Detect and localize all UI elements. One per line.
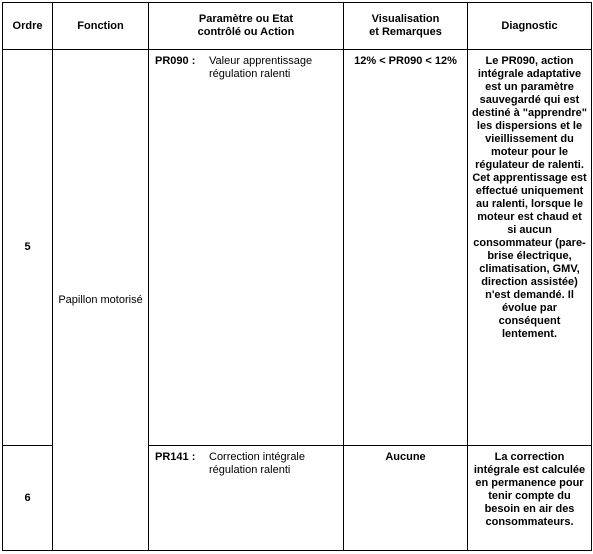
ordre-cell: 6: [3, 446, 53, 551]
visualisation-cell: Aucune: [344, 446, 468, 551]
parametre-code: PR090 :: [155, 55, 196, 67]
header-diagnostic: Diagnostic: [468, 3, 592, 50]
header-fonction: Fonction: [53, 3, 149, 50]
table-row: [3, 50, 592, 446]
diagnostic-cell: Le PR090, action intégrale adaptative est un paramètre sauvegardé qui est destiné à "apprendre" les dispersions et le vieillissement du moteur pour le régulateur de ralenti. Cet apprentissage est effectué uniquement au ralenti, lorsque le moteur est chaud et si aucun consommateur (pare-brise électrique, climatisation, GMV, direction assistée) n'est demandé. Il évolue par conséquent lentement.: [468, 50, 592, 446]
header-parametre-line1: Paramètre ou Etat: [198, 13, 294, 25]
header-visualisation: [344, 3, 468, 50]
header-ordre: Ordre: [3, 3, 53, 50]
visualisation-cell: 12% < PR090 < 12%: [344, 50, 468, 446]
diagnostic-cell: La correction intégrale est calculée en permanence pour tenir compte du besoin en air des consommateurs.: [468, 446, 592, 551]
ordre-cell: 5: [3, 50, 53, 446]
header-parametre-line2: contrôlé ou Action: [197, 26, 295, 38]
header-row: [3, 3, 592, 50]
parametre-description: Valeur apprentissage régulation ralenti: [209, 55, 313, 80]
fonction-cell: Papillon motorisé: [53, 50, 149, 551]
diagnostic-table: [2, 2, 592, 551]
parametre-cell: [149, 446, 344, 551]
parametre-description: Correction intégrale régulation ralenti: [209, 451, 305, 476]
parametre-code: PR141 :: [155, 451, 196, 463]
header-parametre: [149, 3, 344, 50]
header-visualisation-line1: Visualisation: [371, 13, 440, 25]
parametre-cell: [149, 50, 344, 446]
header-visualisation-line2: et Remarques: [369, 26, 442, 38]
